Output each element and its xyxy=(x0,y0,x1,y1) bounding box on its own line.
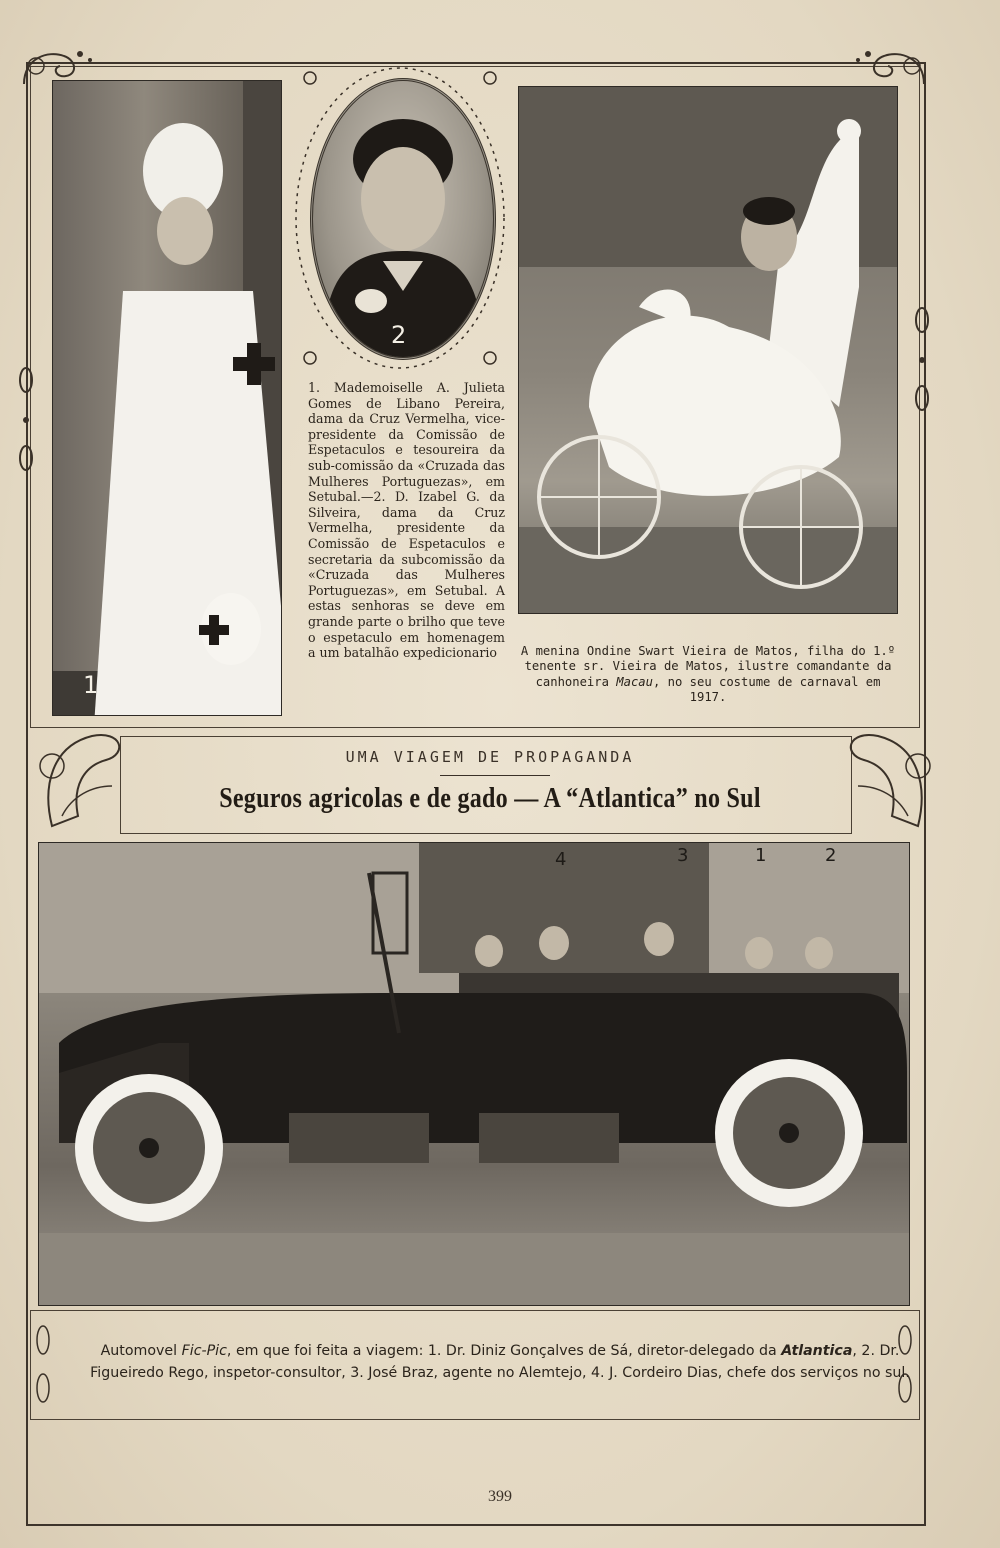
page-number: 399 xyxy=(488,1488,512,1505)
automobile-caption-part1: Automovel xyxy=(100,1343,182,1359)
bottom-left-ornament xyxy=(30,1310,56,1418)
headline-right-ornament xyxy=(838,726,938,838)
ladies-caption: 1. Mademoiselle A. Julieta Gomes de Libano Pereira, dama da Cruz Vermelha, vice-presidente da Comissão de Espetaculos e tesoureira da sub-comissão da «Cruzada das Mulheres Portuguezas», em Setubal.—2. D. Izabel G. da Silveira, dama da Cruz Vermelha, presidente da Comissão de Espetaculos e secretaria da subcomissão da «Cruzada das Mulheres Portuguezas», em Setubal. A estas senhoras se deve em grande parte o brilho que teve o espetaculo em homenagem a um batalhão expedicionario xyxy=(308,380,505,661)
photo2-number: 2 xyxy=(391,321,407,349)
swan-caption-before: A menina Ondine Swart Vieira de Matos, filha do 1.º tenente sr. Vieira de Matos, ilustre comandante da canhoneira xyxy=(520,644,896,689)
photo-red-cross-lady xyxy=(52,80,282,716)
automobile-caption-italic2: Atlantica xyxy=(781,1343,853,1359)
right-side-ornament xyxy=(908,300,936,420)
car-number-2: 2 xyxy=(825,845,837,866)
photo-swan-costume xyxy=(518,86,898,614)
article-kicker: UMA VIAGEM DE PROPAGANDA xyxy=(345,748,635,766)
oval-frame-ornament xyxy=(286,58,514,378)
automobile-caption xyxy=(70,1340,930,1384)
left-side-ornament xyxy=(12,360,40,480)
photo1-number: 1 xyxy=(83,671,99,699)
car-number-1: 1 xyxy=(755,845,767,866)
kicker-rule xyxy=(440,775,550,776)
swan-caption-after: , no seu costume de carnaval em 1917. xyxy=(652,674,881,705)
photo-automobile xyxy=(38,842,910,1306)
automobile-caption-italic1: Fic-Pic xyxy=(181,1343,227,1359)
swan-caption xyxy=(520,644,896,706)
automobile-caption-part2: , em que foi feita a viagem: 1. Dr. Diniz Gonçalves de Sá, diretor-delegado da xyxy=(226,1343,782,1359)
swan-caption-italic: Macau xyxy=(616,674,653,689)
article-headline: Seguros agricolas e de gado — A “Atlantica” no Sul xyxy=(219,783,761,814)
car-number-4: 4 xyxy=(555,849,567,870)
car-number-3: 3 xyxy=(677,845,689,866)
headline-left-ornament xyxy=(32,726,132,838)
automobile-caption-part3: , 2. Dr. Figueiredo Rego, inspetor-consultor, 3. José Braz, agente no Alemtejo, 4. J. Cordeiro Dias, chefe dos serviços no sul. xyxy=(90,1343,910,1381)
